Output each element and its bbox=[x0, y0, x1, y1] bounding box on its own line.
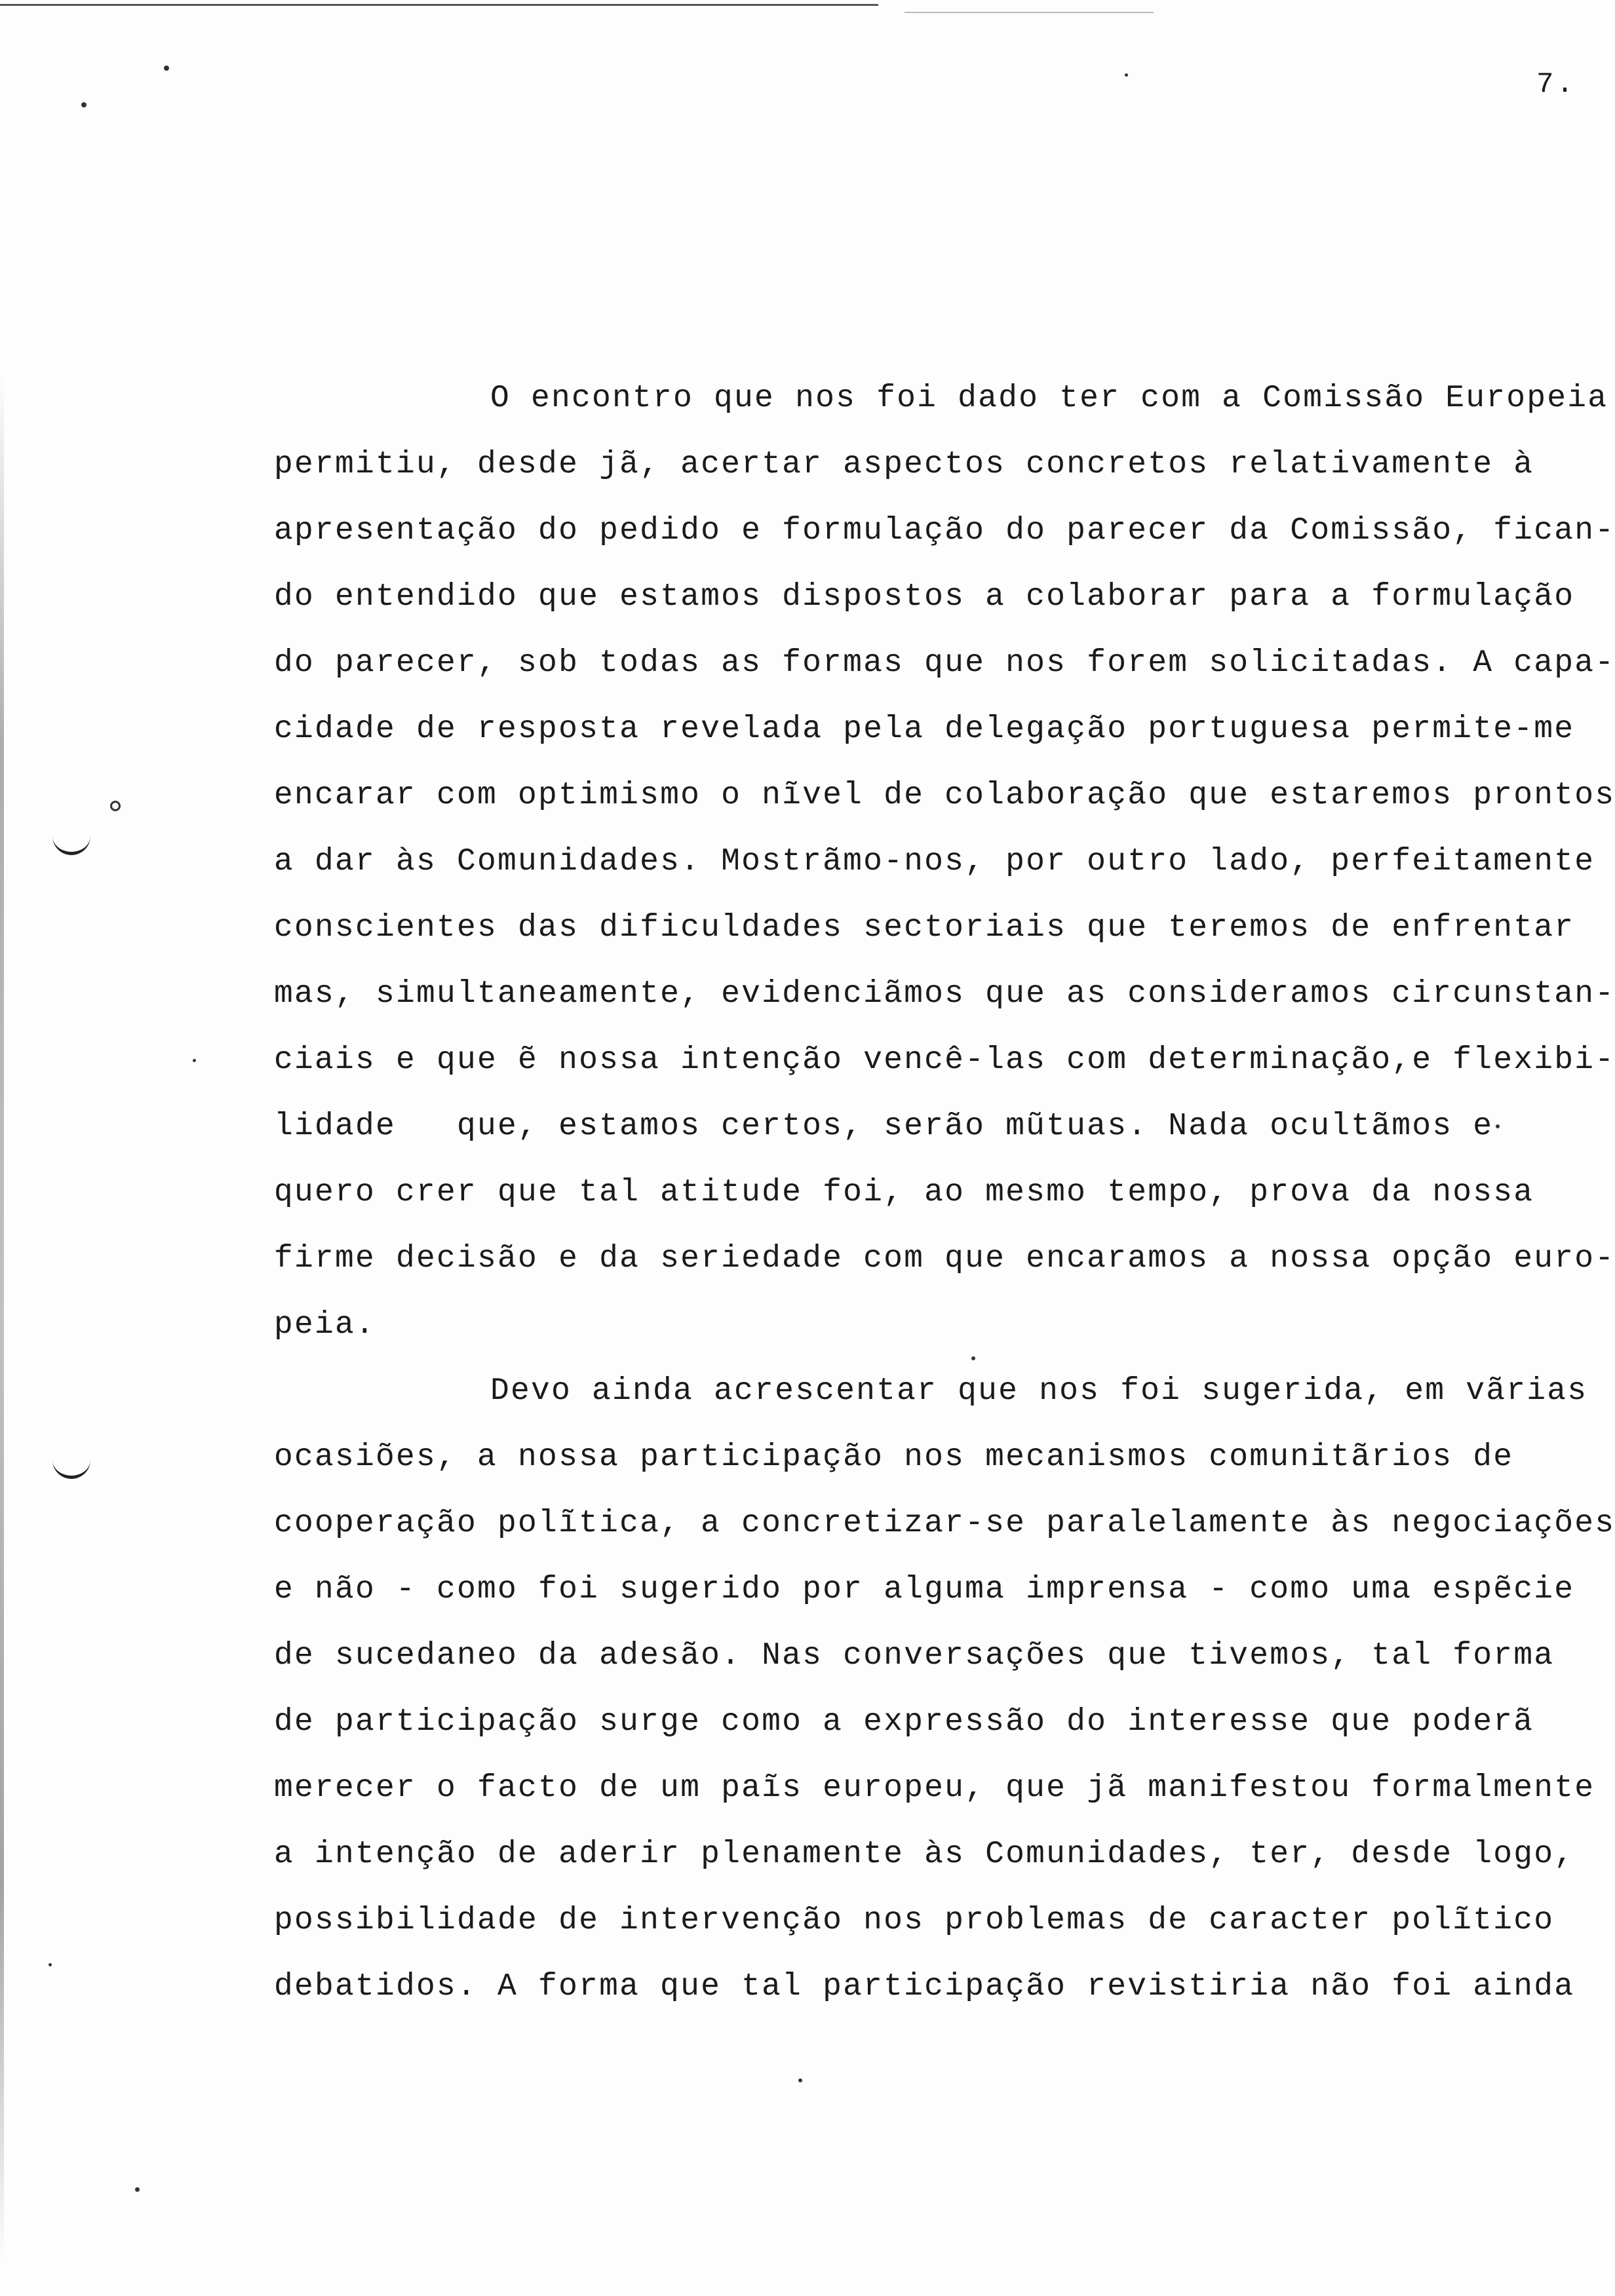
scan-speck bbox=[81, 102, 87, 107]
text-line: do entendido que estamos dispostos a colaborar para a formulação bbox=[274, 579, 1575, 615]
text-line: permitiu, desde jã, acertar aspectos concretos relativamente à bbox=[274, 447, 1534, 482]
top-border-line-faint bbox=[905, 12, 1154, 13]
text-line: debatidos. A forma que tal participação revistiria não foi ainda bbox=[274, 1969, 1575, 2004]
text-line: quero crer que tal atitude foi, ao mesmo tempo, prova da nossa bbox=[274, 1175, 1534, 1210]
text-line: Devo ainda acrescentar que nos foi sugerida, em vãrias bbox=[490, 1373, 1588, 1409]
punch-hole-mark bbox=[52, 1456, 90, 1479]
text-line: a intenção de aderir plenamente às Comunidades, ter, desde logo, bbox=[274, 1837, 1575, 1872]
text-line: de participação surge como a expressão do interesse que poderã bbox=[274, 1704, 1534, 1740]
text-line: apresentação do pedido e formulação do parecer da Comissão, fican- bbox=[274, 513, 1615, 548]
text-line: e não - como foi sugerido por alguma imprensa - como uma espẽcie bbox=[274, 1572, 1575, 1607]
scan-speck-ring bbox=[110, 801, 121, 811]
text-line: cidade de resposta revelada pela delegação portuguesa permite-me bbox=[274, 712, 1575, 747]
text-line: encarar com optimismo o nĩvel de colaboração que estaremos prontos bbox=[274, 778, 1615, 813]
text-line: O encontro que nos foi dado ter com a Comissão Europeia bbox=[490, 381, 1608, 416]
top-border-line bbox=[0, 4, 878, 6]
text-line: ciais e que ẽ nossa intenção vencê-las com determinação,e flexibi- bbox=[274, 1043, 1615, 1078]
text-line: do parecer, sob todas as formas que nos forem solicitadas. A capa- bbox=[274, 645, 1615, 681]
text-line: ocasiões, a nossa participação nos mecanismos comunitãrios de bbox=[274, 1440, 1514, 1475]
paragraph-2 bbox=[274, 1371, 1615, 2033]
scan-speck bbox=[1125, 73, 1128, 77]
text-line: cooperação polĩtica, a concretizar-se paralelamente às negociações bbox=[274, 1506, 1615, 1541]
text-line: firme decisão e da seriedade com que encaramos a nossa opção euro- bbox=[274, 1241, 1615, 1276]
page-number: 7. bbox=[1536, 68, 1576, 101]
text-line: de sucedaneo da adesão. Nas conversações que tivemos, tal forma bbox=[274, 1638, 1555, 1674]
scan-left-edge-shadow bbox=[0, 367, 4, 2267]
text-line: peia. bbox=[274, 1307, 376, 1343]
scan-speck bbox=[49, 1963, 52, 1966]
text-line: possibilidade de intervenção nos problemas de caracter polĩtico bbox=[274, 1903, 1555, 1938]
scan-speck bbox=[135, 2187, 140, 2192]
text-line: mas, simultaneamente, evidenciãmos que as consideramos circunstan- bbox=[274, 976, 1615, 1012]
punch-hole-mark bbox=[52, 832, 90, 855]
text-line: merecer o facto de um paĩs europeu, que jã manifestou formalmente bbox=[274, 1770, 1595, 1806]
body-text bbox=[274, 379, 1615, 2033]
text-line: lidade que, estamos certos, serão mũtuas. Nada ocultãmos e bbox=[274, 1109, 1494, 1144]
text-line: conscientes das dificuldades sectoriais que teremos de enfrentar bbox=[274, 910, 1575, 946]
paragraph-1 bbox=[274, 379, 1615, 1371]
text-line: a dar às Comunidades. Mostrãmo-nos, por outro lado, perfeitamente bbox=[274, 844, 1595, 879]
scan-speck bbox=[193, 1059, 196, 1062]
scan-speck bbox=[164, 66, 169, 71]
scan-speck bbox=[798, 2078, 802, 2082]
